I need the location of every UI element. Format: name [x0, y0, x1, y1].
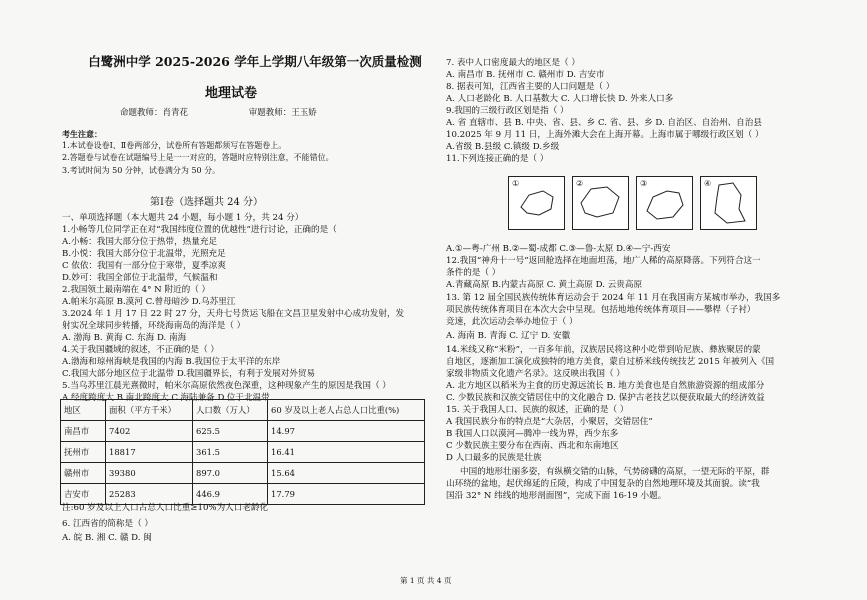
page-subtitle: 地理试卷: [205, 86, 258, 101]
question-15: 15. 关于我国人口、民族的叙述，正确的是（ ）: [446, 405, 629, 415]
table-cell: 抚州市: [61, 442, 106, 463]
notice-line: 2.答题卷与试卷在试题编号上是一一对应的，答题时应特别注意，不能错位。: [62, 153, 334, 163]
question-4: 4.关于我国疆域的叙述，不正确的是（ ）: [62, 345, 220, 355]
table-row: [61, 463, 425, 484]
notice-line: 1.本试卷设卷Ⅰ、Ⅱ卷两部分，试卷所有答题都须写在答题卷上。: [62, 141, 287, 151]
author-1: 命题教师：肖青花: [120, 108, 189, 118]
table-cell: 赣州市: [61, 463, 106, 484]
table-cell: 361.5: [193, 442, 268, 463]
table-header: 面积（平方千米）: [106, 400, 193, 421]
table-row: [61, 421, 425, 442]
map-4: [700, 176, 757, 230]
options: A. 海南 B. 青海 C. 辽宁 D. 安徽: [446, 331, 571, 341]
table-cell: 15.64: [268, 463, 425, 484]
question-14: 14.米线又称“米粉”，一百多年前，汉族居民将这种小吃带到哈尼族、彝族聚居的蒙: [446, 345, 761, 355]
table-header-row: [61, 400, 425, 421]
options: A.帕米尔高原 B.漠河 C.曾母暗沙 D.乌苏里江: [62, 297, 236, 307]
options: A.青藏高原 B.内蒙古高原 C. 黄土高原 D. 云贵高原: [446, 280, 643, 290]
option: C 依依：我国有一部分位于寒带，夏季凉爽: [62, 261, 226, 271]
option: C.我国大部分地区位于北温带 D.我国疆界长，有利于发展对外贸易: [62, 369, 316, 379]
question-12: 12.我国“神舟十一号”返回舱选择在地面坦荡，地广人稀的高原降落。下列符合这一: [446, 256, 761, 266]
table-cell: 南昌市: [61, 421, 106, 442]
table-cell: 14.97: [268, 421, 425, 442]
exam-notice: [62, 128, 432, 177]
passage-line: 国沿 32° N 纬线的地形剖面图”，完成下面 16-19 小题。: [446, 491, 667, 501]
question-7: 7. 表中人口密度最大的地区是（ ）: [446, 58, 580, 68]
table-cell: 17.79: [268, 484, 425, 505]
options: A. 省 直辖市、县 B. 中央、省、县、乡 C. 省、县、乡 D. 自治区、自治州、自治县: [446, 118, 762, 128]
map-label: ④: [704, 179, 712, 188]
question-13: 13. 第 12 届全国民族传统体育运动会于 2024 年 11 月在我国南方某城市举办，我国多: [446, 293, 781, 303]
passage-line: 中国的地形壮丽多姿，有纵横交错的山脉，气势磅礴的高原，一望无际的平原，群: [460, 467, 770, 477]
page-title: 白鹭洲中学 2025-2026 学年上学期八年级第一次质量检测: [88, 54, 422, 69]
table-cell: 7402: [106, 421, 193, 442]
page-number: 第 1 页 共 4 页: [400, 576, 452, 585]
option: C 少数民族主要分布在西南、西北和东南地区: [446, 441, 619, 451]
options: A. 南昌市 B. 抚州市 C. 赣州市 D. 吉安市: [446, 70, 605, 80]
table-header: 人口数（万人）: [193, 400, 268, 421]
table-cell: 39380: [106, 463, 193, 484]
table-cell: 16.41: [268, 442, 425, 463]
question-14-cont: 自地区，逐渐加工演化成独特的地方美食，蒙自过桥米线传统技艺 2015 年被列入《国: [446, 357, 775, 367]
options: A. 皖 B. 湘 C. 赣 D. 闽: [62, 533, 152, 543]
question-11: 11.下列连接正确的是（ ）: [446, 154, 549, 164]
table-row: [61, 442, 425, 463]
notice-heading: 考生注意：: [62, 129, 102, 139]
option: A. 北方地区以稻米为主食的历史源远流长 B. 地方美食也是自然旅游资源的组成部分: [446, 381, 765, 391]
option: D.妙可：我国全部位于北温带，气候温和: [62, 273, 218, 283]
option: B.小悦：我国大部分位于北温带，光照充足: [62, 249, 226, 259]
map-1: [508, 176, 565, 230]
question-6: 6. 江西省的简称是（ ）: [62, 519, 154, 529]
table-cell: 625.5: [193, 421, 268, 442]
table-cell: 446.9: [193, 484, 268, 505]
table-cell: 25283: [106, 484, 193, 505]
option: B 我国人口以漠河—腾冲一线为界，西少东多: [446, 429, 619, 439]
question-5: 5.当乌苏里江晨光熹微时，帕米尔高原依然夜色深重，这种现象产生的原因是我国（ ）: [62, 381, 391, 391]
option: D 人口最多的民族是壮族: [446, 453, 542, 463]
options: A.经度跨度大 B.南北跨度大 C.海陆兼备 D.位于北温带: [62, 393, 270, 403]
table-cell: 18817: [106, 442, 193, 463]
notice-line: 3.考试时间为 50 分钟，试卷满分为 50 分。: [62, 165, 221, 175]
map-label: ③: [640, 179, 648, 188]
question-9: 9.我国的三级行政区划是指（ ）: [446, 106, 569, 116]
option: A.渤海和琼州海峡是我国的内海 B.我国位于太平洋的东岸: [62, 357, 281, 367]
table-cell: 897.0: [193, 463, 268, 484]
map-2: [572, 176, 629, 230]
question-heading: 一、单项选择题（本大题共 24 小题，每小题 1 分，共 24 分）: [62, 213, 304, 223]
options: A.①—粤-广州 B.②—蜀-成都 C.③—鲁-太原 D.④—宁-西安: [446, 244, 671, 254]
question-3-cont: 射实况全球同步转播，环绕海南岛的海洋是（ ）: [62, 321, 246, 331]
question-8: 8. 据表可知，江西省主要的人口问题是（ ）: [446, 82, 615, 92]
question-12-cont: 条件的是（ ）: [446, 268, 501, 278]
options: A. 人口老龄化 B. 人口基数大 C. 人口增长快 D. 外来人口多: [446, 94, 674, 104]
options: A.省级 B.县级 C.镇级 D.乡级: [446, 142, 560, 152]
author-2: 审题教师：王玉娇: [248, 108, 317, 118]
options: A. 渤海 B. 黄海 C. 东海 D. 南海: [62, 333, 187, 343]
question-2: 2.我国领土最南端在 4° N 附近的（ ）: [62, 285, 211, 295]
table-note: 注:60 岁及以上人口占总人口比重≥10%为人口老龄化: [62, 503, 269, 513]
map-label: ①: [512, 179, 520, 188]
map-label: ②: [576, 179, 584, 188]
question-10: 10.2025 年 9 月 11 日，上海外滩大会在上海开幕。上海市属于哪级行政区划（ ）: [446, 130, 764, 140]
option: C. 少数民族和汉族交错居住中的文化融合 D. 保护古老技艺以便获取最大的经济效益: [446, 393, 765, 403]
teacher-line: [120, 106, 375, 118]
question-3: 3.2024 年 1 月 17 日 22 时 27 分，天舟七号货运飞船在文昌卫星发射中心成功发射，发: [62, 309, 405, 319]
population-table: [60, 399, 425, 505]
table-cell: 吉安市: [61, 484, 106, 505]
question-13-cont: 竞速，此次运动会举办地位于（ ）: [446, 317, 578, 327]
option: A 我国民族分布的特点是“大杂居，小聚居，交错居住”: [446, 417, 653, 427]
passage-line: 山环绕的盆地，起伏绵延的丘陵，构成了中国复杂的自然地理环境及其面貌。读“我: [446, 479, 760, 489]
section-heading: 第Ⅰ卷（选择题共 24 分）: [150, 197, 264, 208]
map-3: [636, 176, 693, 230]
table-row: [61, 484, 425, 505]
question-1: 1.小畅等几位同学正在对“我国纬度位置的优越性”进行讨论，正确的是（: [62, 225, 337, 235]
question-13-cont: 项民族传统体育项目在本次大会中呈现。包括地地传统体育项目——攀桿（子衬）: [446, 305, 756, 315]
question-14-cont: 家级非物质文化遗产名录》。这反映出我国（ ）: [446, 369, 625, 379]
table-header: 60 岁及以上老人占总人口比重(%): [268, 400, 425, 421]
option: A.小畅：我国大部分位于热带，热量充足: [62, 237, 218, 247]
table-header: 地区: [61, 400, 106, 421]
